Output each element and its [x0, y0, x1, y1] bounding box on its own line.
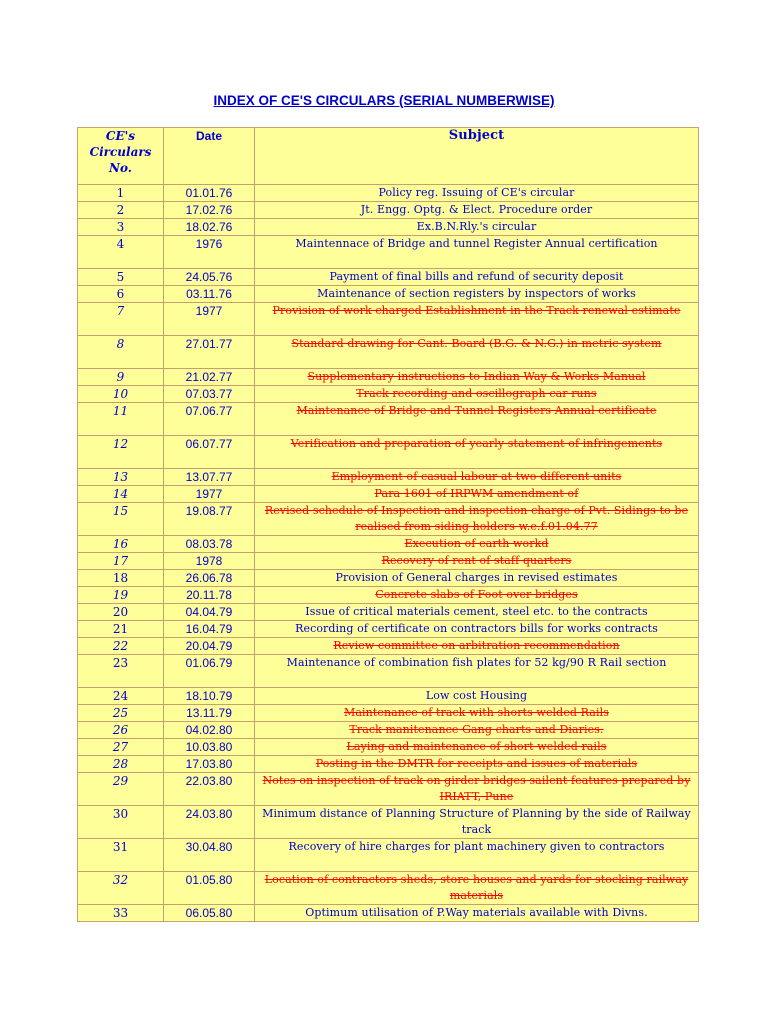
cell-circular-no: 27 [78, 739, 164, 756]
cell-circular-no: 4 [78, 236, 164, 269]
cell-subject: Maintennace of Bridge and tunnel Register Annual certification [255, 236, 699, 269]
table-row [78, 469, 699, 486]
cell-circular-no: 22 [78, 638, 164, 655]
table-row [78, 386, 699, 403]
table-body [78, 185, 699, 922]
table-row [78, 436, 699, 469]
cell-subject: Jt. Engg. Optg. & Elect. Procedure order [255, 202, 699, 219]
cell-subject: Maintenance of combination fish plates for 52 kg/90 R Rail section [255, 655, 699, 688]
cell-circular-no: 19 [78, 587, 164, 604]
cell-date: 22.03.80 [164, 773, 255, 806]
table-header-row [78, 128, 699, 185]
cell-date: 27.01.77 [164, 336, 255, 369]
cell-subject: Payment of final bills and refund of security deposit [255, 269, 699, 286]
cell-subject: Minimum distance of Planning Structure of Planning by the side of Railway track [255, 806, 699, 839]
cell-subject: Verification and preparation of yearly statement of infringements [255, 436, 699, 469]
cell-date: 26.06.78 [164, 570, 255, 587]
table-row [78, 403, 699, 436]
table-row [78, 185, 699, 202]
cell-circular-no: 25 [78, 705, 164, 722]
cell-circular-no: 32 [78, 872, 164, 905]
cell-subject: Maintenance of track with shorts welded Rails [255, 705, 699, 722]
cell-date: 07.03.77 [164, 386, 255, 403]
cell-date: 03.11.76 [164, 286, 255, 303]
table-row [78, 286, 699, 303]
cell-date: 21.02.77 [164, 369, 255, 386]
cell-circular-no: 5 [78, 269, 164, 286]
cell-subject: Recovery of hire charges for plant machinery given to contractors [255, 839, 699, 872]
cell-subject: Revised schedule of Inspection and inspection charge of Pvt. Sidings to be realised from siding holders w.e.f.01.04.77 [255, 503, 699, 536]
cell-circular-no: 9 [78, 369, 164, 386]
cell-subject: Track recording and oscillograph car runs [255, 386, 699, 403]
cell-date: 06.07.77 [164, 436, 255, 469]
table-row [78, 806, 699, 839]
cell-date: 01.01.76 [164, 185, 255, 202]
cell-circular-no: 31 [78, 839, 164, 872]
table-row [78, 587, 699, 604]
cell-date: 1977 [164, 303, 255, 336]
cell-circular-no: 23 [78, 655, 164, 688]
table-row [78, 536, 699, 553]
cell-date: 17.02.76 [164, 202, 255, 219]
cell-circular-no: 12 [78, 436, 164, 469]
cell-date: 1978 [164, 553, 255, 570]
cell-subject: Provision of General charges in revised estimates [255, 570, 699, 587]
cell-subject: Laying and maintenance of short welded rails [255, 739, 699, 756]
cell-date: 07.06.77 [164, 403, 255, 436]
cell-date: 24.03.80 [164, 806, 255, 839]
cell-subject: Provision of work charged Establishment in the Track renewal estimate [255, 303, 699, 336]
cell-subject: Posting in the DMTR for receipts and issues of materials [255, 756, 699, 773]
cell-date: 08.03.78 [164, 536, 255, 553]
table-row [78, 219, 699, 236]
cell-circular-no: 10 [78, 386, 164, 403]
circulars-table [77, 127, 699, 922]
cell-subject: Review committee on arbitration recommendation [255, 638, 699, 655]
cell-subject: Issue of critical materials cement, steel etc. to the contracts [255, 604, 699, 621]
cell-date: 13.11.79 [164, 705, 255, 722]
cell-subject: Employment of casual labour at two different units [255, 469, 699, 486]
cell-subject: Optimum utilisation of P.Way materials available with Divns. [255, 905, 699, 922]
table-row [78, 369, 699, 386]
column-header-no: CE's Circulars No. [78, 128, 164, 185]
table-row [78, 655, 699, 688]
cell-subject: Execution of earth workd [255, 536, 699, 553]
cell-circular-no: 24 [78, 688, 164, 705]
column-header-subject: Subject [255, 128, 699, 185]
cell-date: 04.04.79 [164, 604, 255, 621]
cell-date: 17.03.80 [164, 756, 255, 773]
cell-subject: Low cost Housing [255, 688, 699, 705]
cell-date: 01.06.79 [164, 655, 255, 688]
cell-date: 04.02.80 [164, 722, 255, 739]
table-row [78, 638, 699, 655]
cell-circular-no: 28 [78, 756, 164, 773]
table-row [78, 756, 699, 773]
table-row [78, 688, 699, 705]
table-row [78, 503, 699, 536]
cell-subject: Maintenance of section registers by inspectors of works [255, 286, 699, 303]
cell-date: 10.03.80 [164, 739, 255, 756]
cell-circular-no: 3 [78, 219, 164, 236]
cell-circular-no: 21 [78, 621, 164, 638]
cell-circular-no: 14 [78, 486, 164, 503]
cell-date: 24.05.76 [164, 269, 255, 286]
cell-circular-no: 20 [78, 604, 164, 621]
cell-subject: Location of contractors sheds, store houses and yards for stocking railway materials [255, 872, 699, 905]
table-row [78, 486, 699, 503]
cell-circular-no: 6 [78, 286, 164, 303]
table-row [78, 872, 699, 905]
cell-date: 18.10.79 [164, 688, 255, 705]
cell-circular-no: 8 [78, 336, 164, 369]
cell-date: 13.07.77 [164, 469, 255, 486]
cell-circular-no: 11 [78, 403, 164, 436]
cell-circular-no: 29 [78, 773, 164, 806]
cell-subject: Notes on inspection of track on girder bridges sailent features prepared by IRIATT, Pune [255, 773, 699, 806]
table-row [78, 570, 699, 587]
table-row [78, 202, 699, 219]
cell-subject: Recovery of rent of staff quarters [255, 553, 699, 570]
table-row [78, 722, 699, 739]
table-row [78, 839, 699, 872]
cell-date: 18.02.76 [164, 219, 255, 236]
cell-subject: Concrete slabs of Foot over bridges [255, 587, 699, 604]
cell-circular-no: 33 [78, 905, 164, 922]
cell-date: 16.04.79 [164, 621, 255, 638]
table-row [78, 236, 699, 269]
table-row [78, 739, 699, 756]
document-title: INDEX OF CE'S CIRCULARS (SERIAL NUMBERWISE) [213, 93, 555, 108]
table-row [78, 303, 699, 336]
table-row [78, 621, 699, 638]
cell-subject: Para 1601 of IRPWM amendment of [255, 486, 699, 503]
cell-circular-no: 16 [78, 536, 164, 553]
cell-date: 06.05.80 [164, 905, 255, 922]
cell-date: 20.04.79 [164, 638, 255, 655]
cell-circular-no: 26 [78, 722, 164, 739]
table-row [78, 336, 699, 369]
cell-date: 30.04.80 [164, 839, 255, 872]
table-row [78, 905, 699, 922]
cell-circular-no: 2 [78, 202, 164, 219]
cell-subject: Policy reg. Issuing of CE's circular [255, 185, 699, 202]
cell-subject: Standard drawing for Cant. Board (B.G. & N.G.) in metric system [255, 336, 699, 369]
cell-circular-no: 30 [78, 806, 164, 839]
cell-date: 1976 [164, 236, 255, 269]
cell-date: 1977 [164, 486, 255, 503]
cell-circular-no: 13 [78, 469, 164, 486]
table-row [78, 705, 699, 722]
cell-circular-no: 17 [78, 553, 164, 570]
cell-subject: Track manitenance Gang charts and Diaries. [255, 722, 699, 739]
table-row [78, 604, 699, 621]
cell-date: 19.08.77 [164, 503, 255, 536]
cell-date: 01.05.80 [164, 872, 255, 905]
cell-circular-no: 1 [78, 185, 164, 202]
cell-subject: Maintenance of Bridge and Tunnel Registers Annual certificate [255, 403, 699, 436]
cell-subject: Recording of certificate on contractors bills for works contracts [255, 621, 699, 638]
cell-date: 20.11.78 [164, 587, 255, 604]
cell-circular-no: 15 [78, 503, 164, 536]
cell-subject: Ex.B.N.Rly.'s circular [255, 219, 699, 236]
cell-subject: Supplementary instructions to Indian Way & Works Manual [255, 369, 699, 386]
table-row [78, 553, 699, 570]
table-row [78, 773, 699, 806]
column-header-date: Date [164, 128, 255, 185]
cell-circular-no: 18 [78, 570, 164, 587]
cell-circular-no: 7 [78, 303, 164, 336]
table-row [78, 269, 699, 286]
